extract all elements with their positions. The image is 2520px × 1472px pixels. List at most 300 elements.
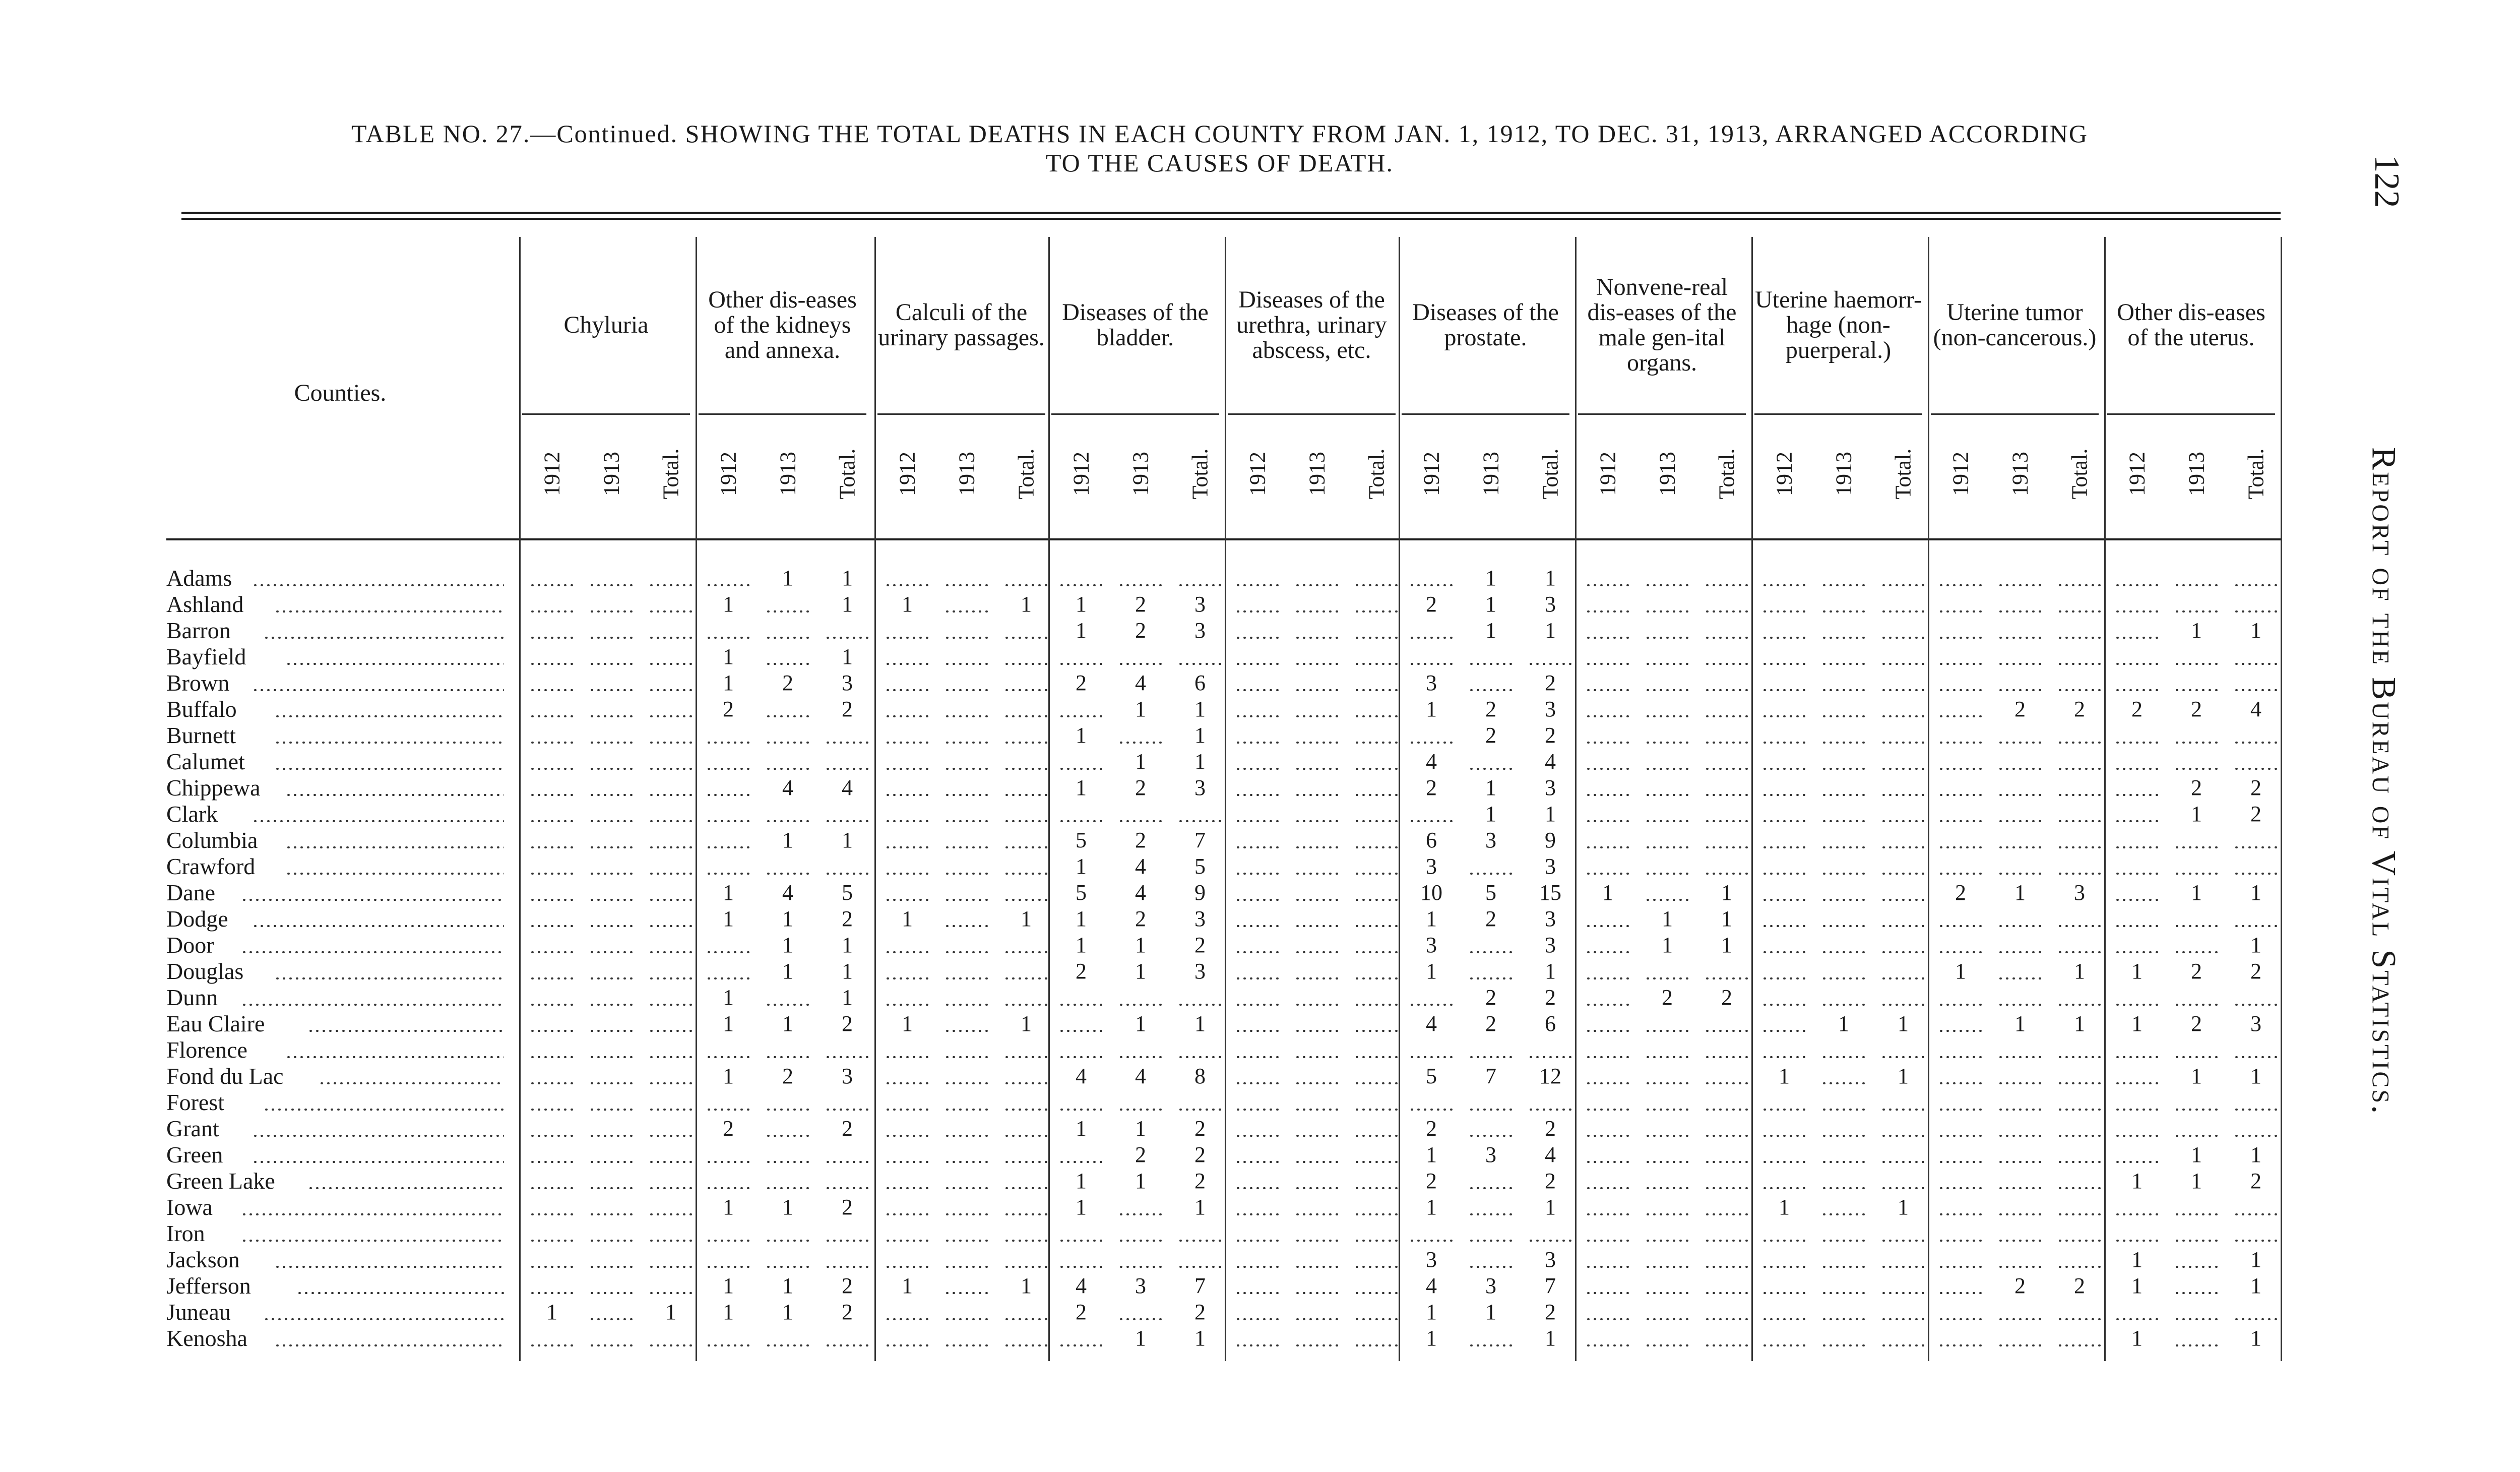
leader-dots	[706, 794, 751, 796]
table-cell: 2	[1485, 1011, 1496, 1036]
table-cell: 3	[1426, 854, 1437, 879]
leader-dots	[2174, 1135, 2219, 1137]
table-cell: 3	[1545, 1247, 1556, 1272]
table-cell: 1	[723, 592, 734, 617]
table-cell: 1	[782, 1011, 793, 1036]
table-cell: 1	[2074, 1011, 2085, 1036]
leader-dots	[1938, 1056, 1983, 1058]
county-name: Columbia	[166, 827, 258, 853]
leader-dots	[2114, 637, 2160, 639]
leader-dots	[589, 1213, 634, 1215]
leader-dots	[1761, 1109, 1807, 1111]
leader-dots	[2057, 1318, 2102, 1320]
leader-dots	[2057, 951, 2102, 953]
year-header	[1170, 421, 1230, 527]
leader-dots	[1585, 1004, 1630, 1006]
group-header-label: Calculi of the urinary passages.	[878, 299, 1045, 351]
leader-dots	[706, 1187, 751, 1189]
county-name: Jefferson	[166, 1273, 251, 1299]
table-cell: 4	[1135, 854, 1146, 879]
leader-dots	[263, 637, 504, 639]
group-underline	[522, 413, 690, 415]
table-cell: 1	[842, 644, 853, 669]
leader-dots	[1997, 846, 2043, 848]
year-header-label: 1912	[2124, 452, 2150, 496]
leader-dots	[1645, 1266, 1690, 1268]
table-cell: 1	[1076, 723, 1087, 748]
leader-dots	[1294, 1135, 1340, 1137]
table-cell: 3	[1485, 828, 1496, 852]
table-cell: 2	[1721, 985, 1732, 1010]
table-cell: 2	[1194, 1169, 1206, 1193]
leader-dots	[885, 951, 930, 953]
leader-dots	[1585, 689, 1630, 691]
leader-dots	[529, 1187, 575, 1189]
leader-dots	[2114, 1056, 2160, 1058]
leader-dots	[1997, 1213, 2043, 1215]
leader-dots	[648, 768, 694, 770]
leader-dots	[1003, 715, 1049, 717]
leader-dots	[1354, 1135, 1399, 1137]
leader-dots	[1821, 689, 1866, 691]
leader-dots	[1235, 1213, 1280, 1215]
leader-dots	[1761, 925, 1807, 927]
leader-dots	[1704, 1082, 1749, 1084]
leader-dots	[1821, 663, 1866, 665]
leader-dots	[1761, 1161, 1807, 1163]
leader-dots	[706, 584, 751, 586]
table-cell: 3	[1426, 670, 1437, 695]
table-cell: 2	[1076, 670, 1087, 695]
year-header	[1637, 421, 1697, 527]
leader-dots	[2057, 925, 2102, 927]
leader-dots	[589, 1344, 634, 1346]
leader-dots	[1880, 1344, 1926, 1346]
leader-dots	[885, 846, 930, 848]
leader-dots	[1645, 742, 1690, 744]
leader-dots	[885, 820, 930, 822]
leader-dots	[1003, 1240, 1049, 1242]
leader-dots	[589, 820, 634, 822]
leader-dots	[529, 1266, 575, 1268]
leader-dots	[1938, 663, 1983, 665]
leader-dots	[529, 1030, 575, 1032]
county-name: Green	[166, 1142, 223, 1168]
leader-dots	[885, 742, 930, 744]
leader-dots	[2057, 637, 2102, 639]
leader-dots	[1177, 584, 1223, 586]
leader-dots	[1354, 977, 1399, 979]
county-name: Adams	[166, 565, 232, 591]
table-cell: 1	[842, 592, 853, 617]
table-cell: 2	[1545, 1300, 1556, 1324]
leader-dots	[944, 584, 989, 586]
leader-dots	[589, 899, 634, 901]
group-header-label: Diseases of the prostate.	[1412, 299, 1559, 351]
leader-dots	[1585, 846, 1630, 848]
leader-dots	[1645, 1292, 1690, 1294]
table-cell: 1	[782, 566, 793, 590]
table-cell: 3	[1485, 1142, 1496, 1167]
year-header	[1347, 421, 1406, 527]
table-cell: 4	[782, 880, 793, 905]
leader-dots	[2174, 846, 2219, 848]
table-cell: 2	[1135, 592, 1146, 617]
leader-dots	[1997, 689, 2043, 691]
leader-dots	[2233, 1213, 2279, 1215]
county-name: Juneau	[166, 1299, 231, 1325]
leader-dots	[1409, 742, 1454, 744]
county-name: Dane	[166, 880, 216, 905]
group-underline	[699, 413, 866, 415]
leader-dots	[241, 951, 504, 953]
table-cell: 1	[1426, 1326, 1437, 1351]
leader-dots	[765, 1187, 810, 1189]
leader-dots	[1880, 899, 1926, 901]
leader-dots	[1704, 1213, 1749, 1215]
leader-dots	[1585, 1056, 1630, 1058]
table-cell: 2	[1485, 697, 1496, 721]
year-header	[2050, 421, 2109, 527]
leader-dots	[1294, 1213, 1340, 1215]
leader-dots	[589, 715, 634, 717]
table-cell: 2	[1194, 933, 1206, 957]
table-cell: 1	[1076, 906, 1087, 931]
year-header	[817, 421, 877, 527]
table-cell: 7	[1194, 828, 1206, 852]
leader-dots	[1354, 1082, 1399, 1084]
leader-dots	[2114, 873, 2160, 875]
leader-dots	[648, 715, 694, 717]
leader-dots	[1118, 1004, 1163, 1006]
leader-dots	[1235, 610, 1280, 612]
column-divider	[1048, 237, 1050, 1361]
table-cell: 1	[1135, 1011, 1146, 1036]
leader-dots	[944, 1135, 989, 1137]
county-name: Door	[166, 932, 214, 958]
leader-dots	[2174, 1213, 2219, 1215]
leader-dots	[765, 1344, 810, 1346]
leader-dots	[885, 715, 930, 717]
leader-dots	[589, 663, 634, 665]
table-cell: 2	[1426, 1116, 1437, 1141]
leader-dots	[1354, 715, 1399, 717]
leader-dots	[2233, 925, 2279, 927]
year-header	[1402, 421, 1461, 527]
leader-dots	[1058, 1161, 1104, 1163]
table-cell: 1	[1955, 959, 1966, 984]
county-name: Barron	[166, 618, 231, 643]
leader-dots	[1761, 584, 1807, 586]
table-cell: 1	[1485, 1300, 1496, 1324]
table-cell: 2	[2250, 1169, 2261, 1193]
leader-dots	[1585, 584, 1630, 586]
table-cell: 2	[1076, 1300, 1087, 1324]
leader-dots	[885, 1056, 930, 1058]
leader-dots	[1704, 742, 1749, 744]
table-cell: 2	[2191, 959, 2202, 984]
year-header-label: 1913	[954, 452, 979, 496]
leader-dots	[1938, 1161, 1983, 1163]
leader-dots	[1761, 1135, 1807, 1137]
table-cell: 2	[2014, 697, 2026, 721]
county-row-label	[166, 591, 514, 618]
leader-dots	[1235, 663, 1280, 665]
table-cell: 1	[842, 985, 853, 1010]
leader-dots	[2114, 925, 2160, 927]
leader-dots	[1645, 768, 1690, 770]
leader-dots	[706, 820, 751, 822]
leader-dots	[1354, 873, 1399, 875]
leader-dots	[589, 846, 634, 848]
table-cell: 2	[1135, 1142, 1146, 1167]
leader-dots	[274, 768, 504, 770]
leader-dots	[1938, 768, 1983, 770]
year-header	[1873, 421, 1933, 527]
leader-dots	[274, 610, 504, 612]
table-cell: 2	[842, 1273, 853, 1298]
table-cell: 4	[1426, 1011, 1437, 1036]
county-name: Eau Claire	[166, 1011, 265, 1036]
year-header	[2226, 421, 2286, 527]
leader-dots	[944, 1004, 989, 1006]
leader-dots	[529, 820, 575, 822]
table-cell: 1	[1426, 697, 1437, 721]
table-cell: 1	[2131, 1273, 2143, 1298]
year-header	[1228, 421, 1287, 527]
leader-dots	[1880, 689, 1926, 691]
leader-dots	[2114, 899, 2160, 901]
table-cell: 1	[2250, 1247, 2261, 1272]
county-row-label	[166, 775, 514, 801]
leader-dots	[529, 1135, 575, 1137]
table-cell: 1	[1779, 1064, 1790, 1088]
leader-dots	[2057, 1266, 2102, 1268]
leader-dots	[1585, 925, 1630, 927]
year-header-label: Total.	[1187, 448, 1213, 500]
leader-dots	[944, 663, 989, 665]
leader-dots	[1003, 584, 1049, 586]
leader-dots	[1058, 715, 1104, 717]
leader-dots	[1645, 1240, 1690, 1242]
table-cell: 1	[723, 1300, 734, 1324]
leader-dots	[765, 742, 810, 744]
leader-dots	[589, 1056, 634, 1058]
leader-dots	[285, 1056, 504, 1058]
leader-dots	[1003, 1266, 1049, 1268]
leader-dots	[2174, 1056, 2219, 1058]
leader-dots	[1761, 637, 1807, 639]
leader-dots	[1468, 1056, 1514, 1058]
leader-dots	[2114, 846, 2160, 848]
leader-dots	[1880, 951, 1926, 953]
leader-dots	[589, 1082, 634, 1084]
leader-dots	[885, 1240, 930, 1242]
leader-dots	[1118, 1213, 1163, 1215]
leader-dots	[1354, 637, 1399, 639]
leader-dots	[529, 610, 575, 612]
leader-dots	[1294, 689, 1340, 691]
leader-dots	[1354, 610, 1399, 612]
leader-dots	[825, 1056, 870, 1058]
leader-dots	[529, 1109, 575, 1111]
leader-dots	[1354, 846, 1399, 848]
table-cell: 1	[2250, 618, 2261, 643]
leader-dots	[2174, 584, 2219, 586]
year-header	[1111, 421, 1170, 527]
leader-dots	[2114, 584, 2160, 586]
leader-dots	[1880, 794, 1926, 796]
leader-dots	[765, 820, 810, 822]
leader-dots	[1003, 1213, 1049, 1215]
county-name: Fond du Lac	[166, 1063, 284, 1089]
table-cell: 2	[1485, 723, 1496, 748]
leader-dots	[885, 689, 930, 691]
leader-dots	[1821, 1292, 1866, 1294]
leader-dots	[1585, 1082, 1630, 1084]
table-cell: 1	[2191, 880, 2202, 905]
county-name: Crawford	[166, 853, 256, 879]
leader-dots	[1235, 873, 1280, 875]
leader-dots	[1235, 1030, 1280, 1032]
leader-dots	[765, 663, 810, 665]
leader-dots	[648, 1056, 694, 1058]
year-header-label: Total.	[2067, 448, 2092, 500]
top-rule	[181, 212, 2281, 214]
leader-dots	[252, 820, 504, 822]
leader-dots	[285, 663, 504, 665]
leader-dots	[1704, 715, 1749, 717]
leader-dots	[589, 584, 634, 586]
year-header-label: Total.	[2243, 448, 2269, 500]
leader-dots	[944, 977, 989, 979]
leader-dots	[1997, 1056, 2043, 1058]
leader-dots	[2114, 1161, 2160, 1163]
table-cell: 1	[2131, 1326, 2143, 1351]
table-cell: 4	[1545, 749, 1556, 774]
leader-dots	[1294, 1318, 1340, 1320]
leader-dots	[1468, 1135, 1514, 1137]
leader-dots	[589, 689, 634, 691]
leader-dots	[1294, 768, 1340, 770]
leader-dots	[285, 846, 504, 848]
leader-dots	[648, 873, 694, 875]
group-underline	[1051, 413, 1219, 415]
county-row-label	[166, 1247, 514, 1273]
county-name: Brown	[166, 670, 230, 696]
leader-dots	[589, 1292, 634, 1294]
leader-dots	[1938, 742, 1983, 744]
leader-dots	[765, 1056, 810, 1058]
table-cell: 4	[1135, 670, 1146, 695]
leader-dots	[706, 1240, 751, 1242]
leader-dots	[1354, 742, 1399, 744]
leader-dots	[1938, 951, 1983, 953]
leader-dots	[1938, 873, 1983, 875]
leader-dots	[1821, 1082, 1866, 1084]
leader-dots	[1294, 663, 1340, 665]
leader-dots	[648, 1135, 694, 1137]
leader-dots	[1468, 873, 1514, 875]
leader-dots	[1003, 1161, 1049, 1163]
leader-dots	[2174, 1240, 2219, 1242]
leader-dots	[1468, 1344, 1514, 1346]
leader-dots	[241, 1213, 504, 1215]
leader-dots	[2233, 1135, 2279, 1137]
group-header-label: Diseases of the bladder.	[1062, 299, 1209, 351]
leader-dots	[648, 1292, 694, 1294]
year-header	[1578, 421, 1637, 527]
leader-dots	[1821, 925, 1866, 927]
leader-dots	[241, 1240, 504, 1242]
leader-dots	[1645, 1109, 1690, 1111]
year-header-label: Total.	[1014, 448, 1039, 500]
leader-dots	[1235, 899, 1280, 901]
leader-dots	[2174, 925, 2219, 927]
leader-dots	[648, 1266, 694, 1268]
leader-dots	[648, 925, 694, 927]
leader-dots	[1177, 1109, 1223, 1111]
leader-dots	[648, 1109, 694, 1111]
leader-dots	[1761, 1318, 1807, 1320]
leader-dots	[706, 1344, 751, 1346]
table-cell: 1	[1485, 592, 1496, 617]
leader-dots	[1821, 1056, 1866, 1058]
table-cell: 3	[1194, 959, 1206, 984]
leader-dots	[944, 1344, 989, 1346]
leader-dots	[1058, 1056, 1104, 1058]
table-cell: 1	[723, 1064, 734, 1088]
leader-dots	[765, 1161, 810, 1163]
group-header-label: Other dis-eases of the kidneys and annexa.	[708, 286, 857, 363]
leader-dots	[1821, 610, 1866, 612]
table-cell: 2	[782, 1064, 793, 1088]
table-cell: 1	[723, 880, 734, 905]
leader-dots	[2233, 742, 2279, 744]
leader-dots	[944, 951, 989, 953]
leader-dots	[1880, 1004, 1926, 1006]
leader-dots	[765, 1266, 810, 1268]
leader-dots	[885, 768, 930, 770]
table-cell: 2	[1545, 985, 1556, 1010]
leader-dots	[825, 1344, 870, 1346]
leader-dots	[1761, 1030, 1807, 1032]
leader-dots	[1235, 1056, 1280, 1058]
leader-dots	[1468, 689, 1514, 691]
leader-dots	[1409, 663, 1454, 665]
year-header-label: 1913	[1478, 452, 1503, 496]
leader-dots	[589, 637, 634, 639]
leader-dots	[1585, 715, 1630, 717]
leader-dots	[1354, 1318, 1399, 1320]
county-name: Jackson	[166, 1247, 240, 1272]
leader-dots	[589, 873, 634, 875]
leader-dots	[1585, 1030, 1630, 1032]
leader-dots	[1468, 951, 1514, 953]
table-cell: 1	[1721, 933, 1732, 957]
leader-dots	[1938, 637, 1983, 639]
leader-dots	[765, 1240, 810, 1242]
leader-dots	[252, 689, 504, 691]
county-row-label	[166, 1142, 514, 1168]
table-cell: 1	[1721, 880, 1732, 905]
leader-dots	[1354, 1056, 1399, 1058]
leader-dots	[1468, 1187, 1514, 1189]
table-cell: 2	[1955, 880, 1966, 905]
leader-dots	[2233, 1109, 2279, 1111]
leader-dots	[648, 1082, 694, 1084]
leader-dots	[1354, 689, 1399, 691]
